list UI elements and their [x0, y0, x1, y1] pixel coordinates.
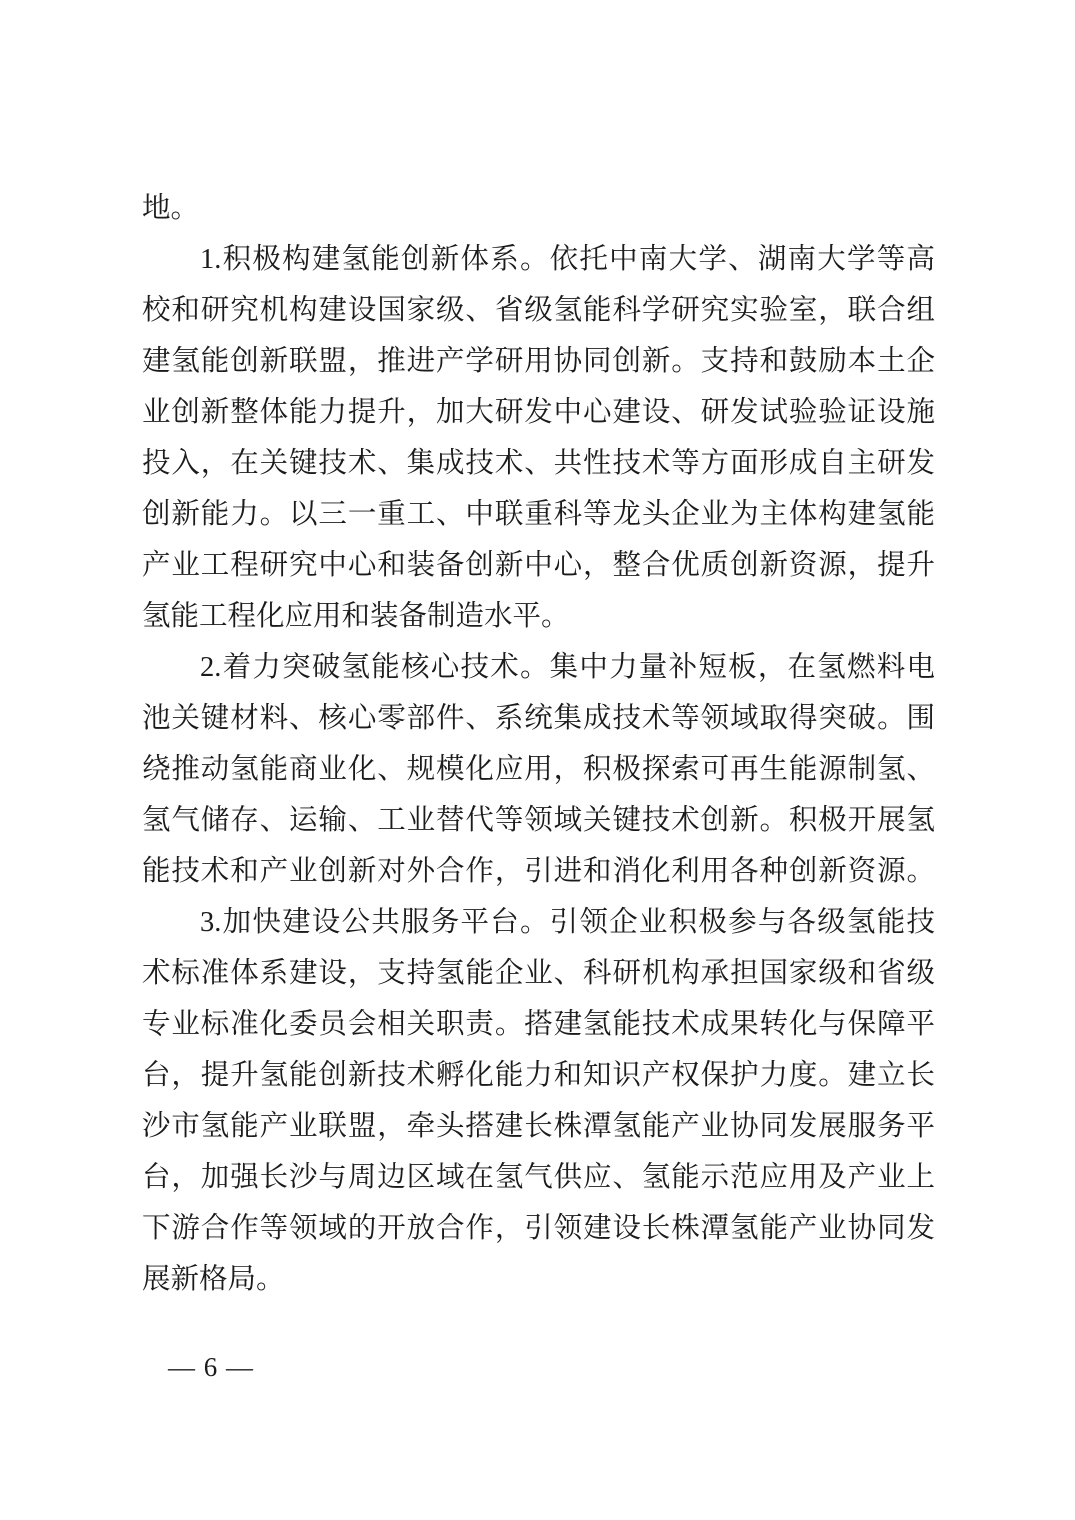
text-line: 产业工程研究中心和装备创新中心，整合优质创新资源，提升: [142, 550, 935, 581]
text-line: 能技术和产业创新对外合作，引进和消化利用各种创新资源。: [142, 856, 935, 887]
text-line: 绕推动氢能商业化、规模化应用，积极探索可再生能源制氢、: [142, 754, 935, 785]
text-line: 创新能力。以三一重工、中联重科等龙头企业为主体构建氢能: [142, 499, 935, 530]
text-line: 台，提升氢能创新技术孵化能力和知识产权保护力度。建立长: [142, 1060, 935, 1091]
text-line: 展新格局。: [142, 1264, 285, 1295]
text-line: 业创新整体能力提升，加大研发中心建设、研发试验验证设施: [142, 397, 935, 428]
text-line: 建氢能创新联盟，推进产学研用协同创新。支持和鼓励本土企: [142, 346, 935, 377]
text-line: 台，加强长沙与周边区域在氢气供应、氢能示范应用及产业上: [142, 1162, 935, 1193]
text-line: 池关键材料、核心零部件、系统集成技术等领域取得突破。围: [142, 703, 935, 734]
text-line: 下游合作等领域的开放合作，引领建设长株潭氢能产业协同发: [142, 1213, 935, 1244]
page-number: — 6 —: [168, 1352, 254, 1382]
text-line: 校和研究机构建设国家级、省级氢能科学研究实验室，联合组: [142, 295, 935, 326]
text-line: 沙市氢能产业联盟，牵头搭建长株潭氢能产业协同发展服务平: [142, 1111, 935, 1142]
text-line: 专业标准化委员会相关职责。搭建氢能技术成果转化与保障平: [142, 1009, 935, 1040]
text-line: 3.加快建设公共服务平台。引领企业积极参与各级氢能技: [200, 907, 935, 938]
text-line: 氢能工程化应用和装备制造水平。: [142, 601, 570, 632]
text-line: 投入，在关键技术、集成技术、共性技术等方面形成自主研发: [142, 448, 935, 479]
text-line: 地。: [142, 193, 200, 224]
text-line: 2.着力突破氢能核心技术。集中力量补短板，在氢燃料电: [200, 652, 935, 683]
text-line: 术标准体系建设，支持氢能企业、科研机构承担国家级和省级: [142, 958, 935, 989]
text-line: 1.积极构建氢能创新体系。依托中南大学、湖南大学等高: [200, 244, 935, 275]
text-line: 氢气储存、运输、工业替代等领域关键技术创新。积极开展氢: [142, 805, 935, 836]
document-body: [142, 183, 935, 1305]
